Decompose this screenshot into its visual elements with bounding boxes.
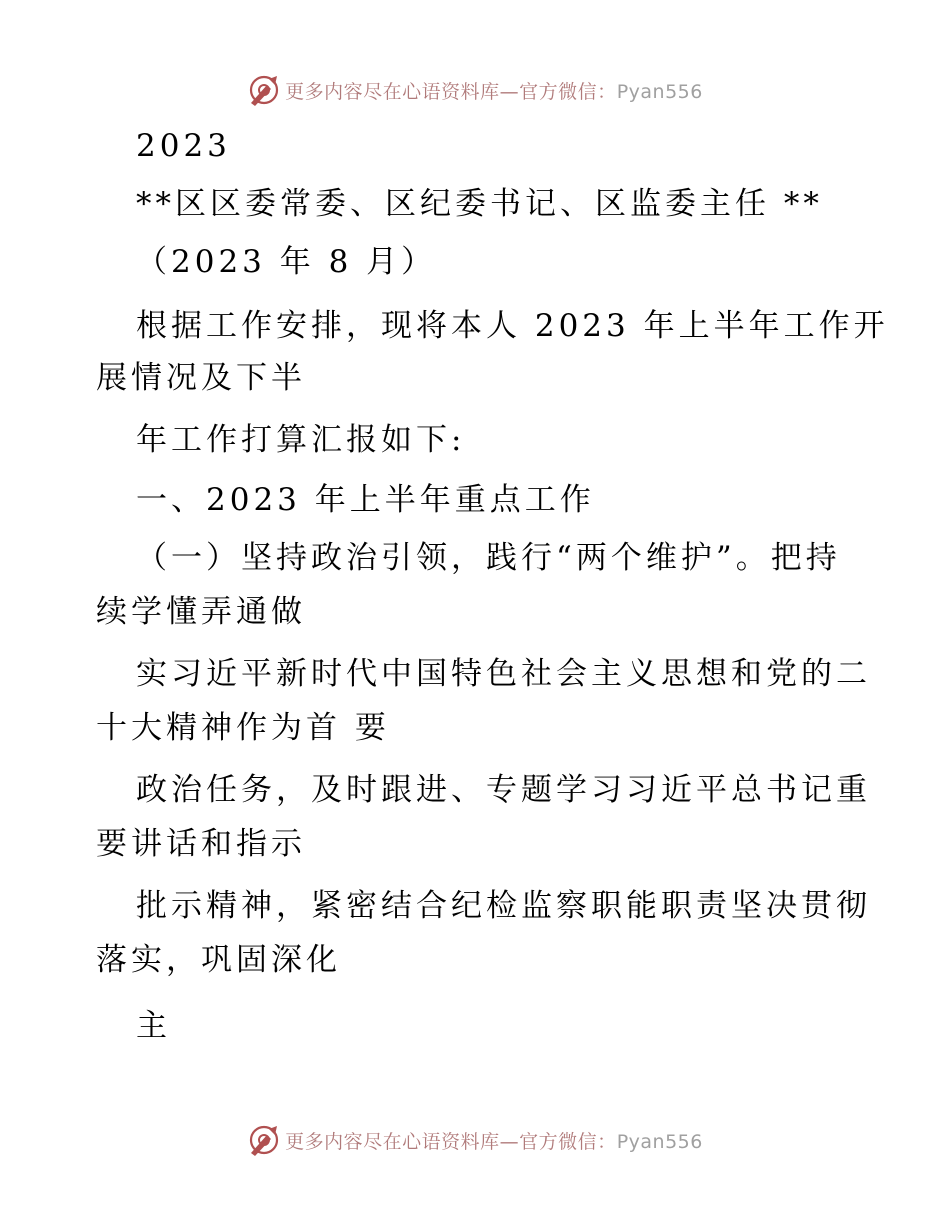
doc-author-title: **区区委常委、区纪委书记、区监委主任 ** [136,186,823,222]
watermark-text [285,77,703,104]
pen-logo-icon [247,1123,281,1157]
doc-paragraph-line: 根据工作安排，现将本人 2023 年上半年工作开 [136,308,889,344]
doc-paragraph-line: 实习近平新时代中国特色社会主义思想和党的二 [136,656,871,692]
doc-paragraph-line: 年工作打算汇报如下: [136,422,466,458]
footer-watermark [0,1120,950,1160]
doc-date: （2023 年 8 月） [136,244,437,280]
watermark-wechat-id: Pyan556 [616,1130,703,1153]
doc-paragraph-line: 要讲话和指示 [96,826,306,862]
doc-paragraph-line: 落实，巩固深化 [96,942,341,978]
watermark-brand: 更多内容尽在心语资料库 [285,80,500,103]
doc-paragraph-line: 续学懂弄通做 [96,594,306,630]
doc-year: 2023 [136,128,231,164]
doc-paragraph-line: 展情况及下半 [96,360,306,396]
doc-paragraph-line: 十大精神作为首 要 [96,710,390,746]
watermark-dash: — [499,1130,520,1153]
doc-section-heading: 一、2023 年上半年重点工作 [136,482,595,518]
doc-paragraph-line: 政治任务，及时跟进、专题学习习近平总书记重 [136,772,871,808]
watermark-wechat-id: Pyan556 [616,80,703,103]
watermark-dash: — [499,80,520,103]
doc-paragraph-line: 主 [136,1008,171,1044]
header-watermark [0,70,950,110]
watermark-wechat-label: 官方微信： [519,1130,617,1153]
pen-logo-icon [247,73,281,107]
watermark-wechat-label: 官方微信： [519,80,617,103]
watermark-brand: 更多内容尽在心语资料库 [285,1130,500,1153]
doc-subsection-heading: （一）坚持政治引领，践行“两个维护”。把持 [136,540,841,576]
watermark-text [285,1127,703,1154]
doc-paragraph-line: 批示精神，紧密结合纪检监察职能职责坚决贯彻 [136,888,871,924]
